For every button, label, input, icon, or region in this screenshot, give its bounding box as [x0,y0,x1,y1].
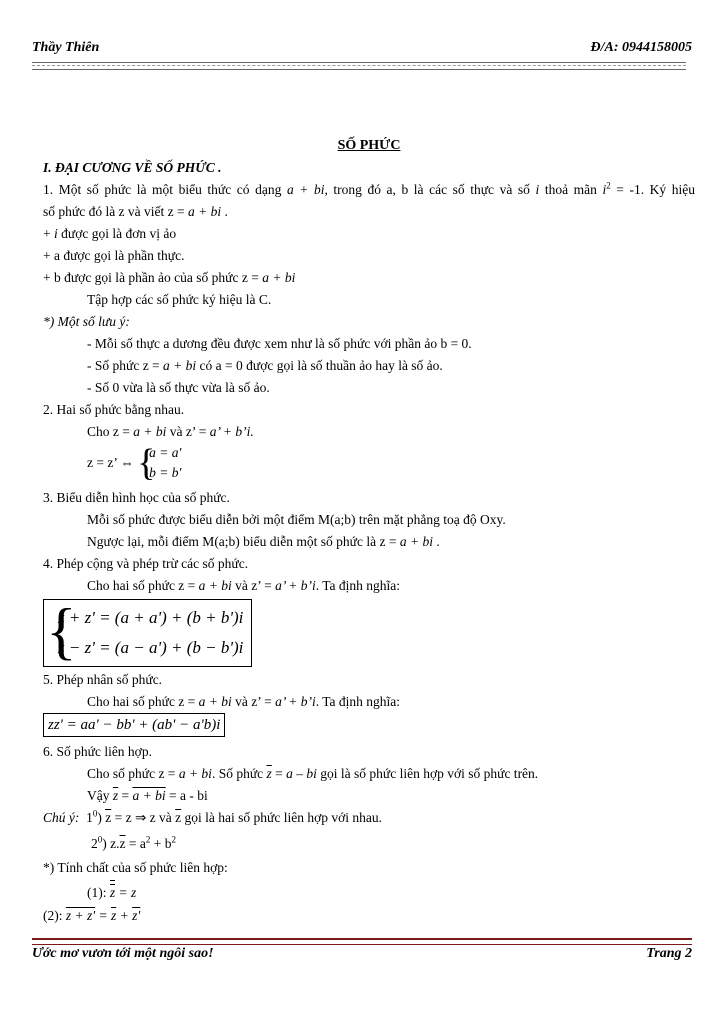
text: (1): [87,885,107,900]
superscript: 2 [606,180,611,191]
text: + [43,226,54,241]
text: Cho hai số phức z = [87,694,199,709]
formula-box-row [43,597,695,669]
text: số phức đó là z và viết z = [43,204,189,219]
text: . [221,204,228,219]
paragraph-line [43,785,695,807]
page-header [32,40,692,62]
superscript: 0 [97,834,103,845]
note-item [43,355,695,377]
page-number: Trang 2 [646,946,692,961]
note-line [43,833,695,857]
math: i [54,226,58,241]
list-item [43,223,695,245]
math: $\overline{z}$ [111,908,117,923]
formula-box-addition [43,595,252,667]
superscript: 2 [171,834,176,845]
math: a’ + b’i. [209,424,254,439]
note-label: Chú ý: [43,810,80,825]
text: - Số phức z = [87,358,164,373]
section-heading-2: 2. Hai số phức bằng nhau. [43,402,185,417]
math: z' [132,908,141,923]
equality-system [43,443,695,487]
text: Ngược lại, mỗi điểm M(a;b) biểu diễn một số phức là z = [87,534,400,549]
text: . [432,534,440,549]
section-heading-4: 4. Phép cộng và phép trừ các số phức. [43,556,249,571]
math: $\overline{z}$ [266,766,272,781]
note-item: - Mỗi số thực a dương đều được xem như là số phức với phần ảo b = 0. [87,336,472,351]
superscript: 2 [145,834,151,845]
math: a’ + b’i [275,578,316,593]
math: $\overline{z}$ [175,810,182,825]
math: = z [115,885,137,900]
paragraph-definition [43,179,695,201]
formula-box-multiplication: zz' = aa' − bb' + (ab' − a'b)i [43,713,225,737]
header-rule [32,62,686,70]
math: a + bi [198,578,232,593]
section-heading-6: 6. Số phức liên hợp. [43,744,152,759]
brace-system [137,443,181,483]
math: a + bi [132,788,166,803]
math: a + bi [286,182,325,197]
text: . Ta định nghĩa: [315,578,401,593]
section-heading-1: I. ĐẠI CƯƠNG VỀ SỐ PHỨC . [43,160,222,175]
text: Vậy [87,788,113,803]
math: $\overline{z}$ [119,836,126,851]
text: ) [97,810,106,825]
text: = z ⇒ z và [111,810,176,825]
text: thoả mãn [539,182,603,197]
math: $\overline{z}$ [112,788,119,803]
note-item: - Số 0 vừa là số thực vừa là số ảo. [87,380,270,395]
text: 1. Một số phức là một biểu thức có dạng [43,182,287,197]
math: a + bi [188,204,222,219]
properties-heading: *) Tính chất của số phức liên hợp: [43,860,228,875]
header-author: Thầy Thiên [32,40,100,55]
text: Cho z = [87,424,134,439]
text: được gọi là đơn vị ảo [57,226,177,241]
system-row: b = b' [149,465,182,480]
text: + b [150,836,172,851]
page-title: SỐ PHỨC [337,138,401,153]
text: . Ta định nghĩa: [315,694,401,709]
superscript: 0 [92,808,98,819]
property-item [43,905,695,927]
text: và z’ = [231,694,276,709]
paragraph-line [43,763,695,785]
formula-line: z + z' = (a + a') + (b + b')i [58,608,244,627]
paragraph-line [43,201,695,223]
footer-rule [32,938,692,945]
section-heading-5: 5. Phép nhân số phức. [43,672,163,687]
section-heading-3: 3. Biểu diễn hình học của số phức. [43,490,230,505]
equation-label: z = z’ ⇔ [87,455,134,470]
text: (2): [43,908,63,923]
document-body [43,135,695,927]
text: = [118,788,133,803]
math: a + bi [178,766,212,781]
math: z + z' [65,908,96,923]
text: = a [125,836,146,851]
formula-box-row [43,713,695,741]
math: a + bi [198,694,232,709]
math: a – bi [286,766,317,781]
list-item: + a được gọi là phần thực. [43,248,185,263]
header-contact: Đ/A: 0944158005 [590,40,692,55]
math: a’ + b’i [275,694,316,709]
paragraph-line [43,421,695,443]
math: a + bi [163,358,197,373]
header-rule-inner [32,65,686,66]
math: i [535,182,540,197]
math: i [602,182,607,197]
paragraph-line: Mỗi số phức được biểu diễn bởi một điểm M(a;b) trên mặt phẳng toạ độ Oxy. [87,512,506,527]
math: a + bi [133,424,167,439]
text: Cho hai số phức z = [87,578,199,593]
text: = [271,766,287,781]
math: a + bi [262,270,296,285]
system-row: a = a' [149,445,182,460]
text: = a - bi [165,788,208,803]
text: + b được gọi là phần ảo của số phức z = [43,270,263,285]
list-item [43,267,695,289]
math: + [116,908,133,923]
text: , trong đó a, b là các số thực và số [324,182,536,197]
text: và z’ = [166,424,210,439]
text: ) z. [102,836,120,851]
paragraph-line [43,531,695,553]
brace: { [46,595,77,666]
footer-slogan: Ước mơ vươn tới một ngôi sao! [32,946,214,961]
math: $\overline{z}$ [105,810,112,825]
paragraph-line [43,691,695,713]
text: 2 [91,836,98,851]
math: = [95,908,112,923]
text: gọi là hai số phức liên hợp với nhau. [181,810,382,825]
text: và z’ = [231,578,276,593]
text: có a = 0 được gọi là số thuần ảo hay là số ảo. [196,358,443,373]
text: Cho số phức z = [87,766,179,781]
brace: { [137,442,156,484]
text: . Số phức [211,766,267,781]
note-heading: *) Một số lưu ý: [43,314,130,329]
paragraph-line: Tập hợp các số phức ký hiệu là C. [87,292,272,307]
text: 1 [86,810,93,825]
formula-line: z − z' = (a − a') + (b − b')i [58,638,244,657]
note-line [43,807,695,833]
property-item [43,879,695,905]
paragraph-line [43,575,695,597]
brace-system [46,595,244,666]
text: gọi là số phức liên hợp với số phức trên. [316,766,539,781]
page-footer [32,946,692,968]
text: = -1. Ký hiệu [610,182,695,197]
math: a + bi [399,534,433,549]
math: z [109,885,116,900]
